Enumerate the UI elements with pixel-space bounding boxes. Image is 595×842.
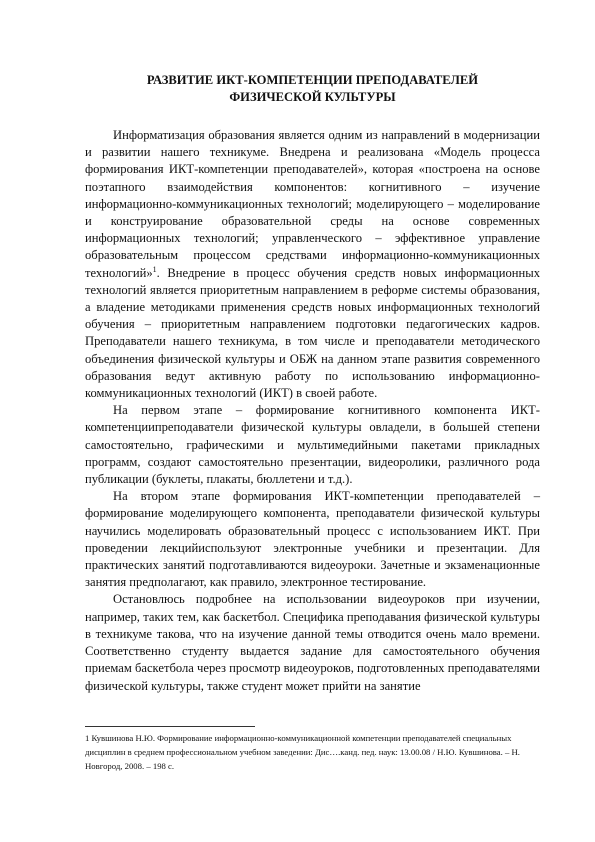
paragraph-text-continued: . Внедрение в процесс обучения средств новых информационных технологий является приоритетным направлением в реформе системы образования, а владение методиками применения средств новых информационных технологий обучения – приоритетным направлением подготовки педагогических кадров. Преподаватели нашего техникума, в том числе и преподаватели методического объединения физической культуры и ОБЖ на данном этапе развития современного образования ведут активную работу по использованию информационно-коммуникационных технологий (ИКТ) в своей работе. — [85, 265, 540, 401]
footnote-separator — [85, 726, 255, 727]
footnote-reference[interactable]: 1 — [152, 264, 157, 274]
paragraph: На втором этапе формирования ИКТ-компетенции преподавателей – формирование моделирующего компонента, преподаватели физической культуры научились моделировать образовательный процесс с использованием ИКТ. При проведении лекцийиспользуют электронные учебники и презентации. Для практических занятий подготавливаются видеоуроки. Зачетные и экзаменационные занятия предполагают, как правило, электронное тестирование. — [85, 489, 540, 590]
document-title — [85, 72, 540, 106]
paragraph-text: Информатизация образования является одним из направлений в модернизации и развитии нашего техникуме. Внедрена и реализована «Модель процесса формирования ИКТ-компетенции преподавателей», которая «построена на основе поэтапного взаимодействия компонентов: когнитивного – изучение информационно-коммуникационных технологий; моделирующего – моделирование и конструирование образовательной среды на основе современных информационных технологий; управленческого – эффективное управление образовательным процессом средствами информационно-коммуникационных технологий» — [85, 128, 540, 280]
title-line-1: РАЗВИТИЕ ИКТ-КОМПЕТЕНЦИИ ПРЕПОДАВАТЕЛЕЙ — [146, 73, 479, 87]
paragraph — [85, 127, 540, 402]
title-line-2: ФИЗИЧЕСКОЙ КУЛЬТУРЫ — [229, 90, 396, 104]
paragraph: На первом этапе – формирование когнитивного компонента ИКТ-компетенциипреподаватели физической культуры овладели, в большей степени самостоятельно, графическими и мультимедийными пакетами прикладных программ, создают самостоятельно презентации, видеоролики, различного рода публикации (буклеты, плакаты, бюллетени и т.д.). — [85, 403, 540, 487]
document-body — [85, 127, 540, 695]
footnote: 1 Кувшинова Н.Ю. Формирование информационно-коммуникационной компетенции преподавателей специальных дисциплин в среднем профессиональном учебном заведении: Дис….канд. пед. наук: 13.00.08 / Н.Ю. Кувшинова. – Н. Новгород, 2008. – 198 с. — [85, 733, 520, 771]
paragraph: Остановлюсь подробнее на использовании видеоуроков при изучении, например, таких тем, как баскетбол. Специфика преподавания физической культуры в техникуме такова, что на изучение данной темы отводится очень мало времени. Соответственно студенту выдается задание для самостоятельного обучения приемам баскетбола через просмотр видеоуроков, подготовленных преподавателями физической культуры, также студент может прийти на занятие — [85, 592, 540, 693]
